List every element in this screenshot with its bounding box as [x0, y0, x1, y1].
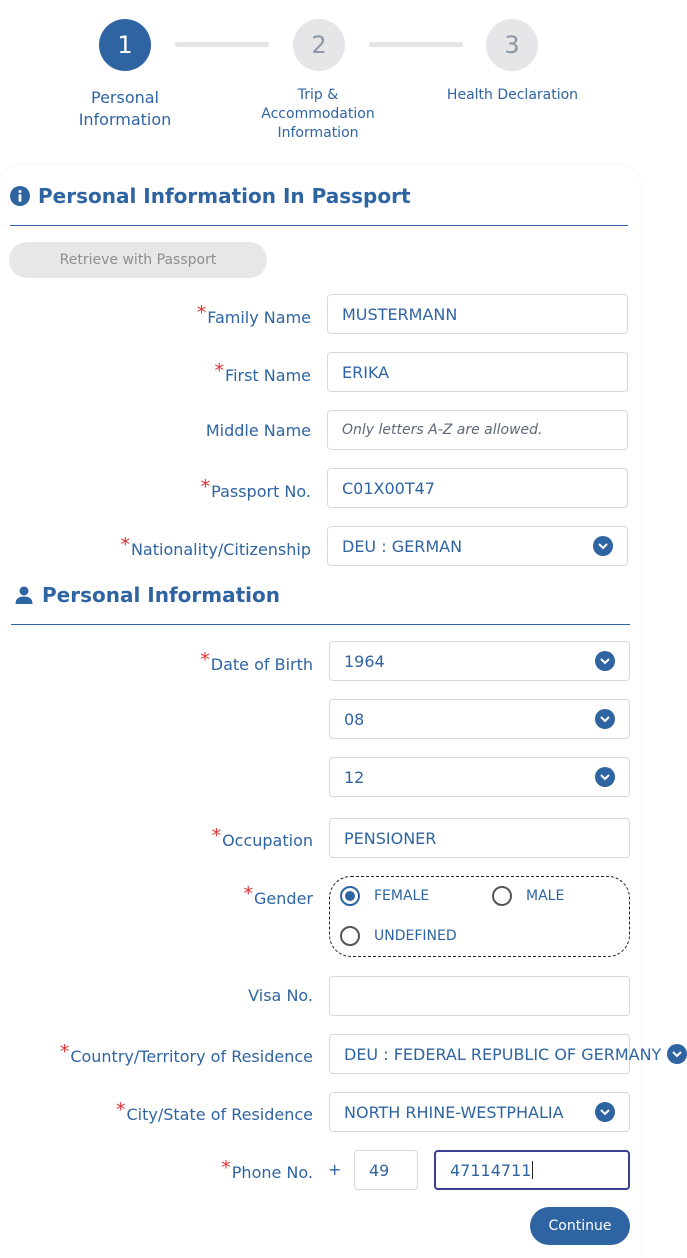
personal-section-divider — [11, 624, 630, 625]
chevron-down-icon — [595, 709, 615, 729]
passport-no-value: C01X00T47 — [342, 478, 435, 498]
middle-name-field[interactable] — [327, 410, 628, 450]
nationality-label — [120, 534, 311, 559]
step-3-label: Health Declaration — [446, 87, 579, 103]
passport-no-label-text: Passport No. — [211, 482, 311, 501]
dob-label — [200, 649, 313, 674]
required-marker: * — [200, 476, 211, 498]
gender-radio-male[interactable] — [492, 886, 564, 906]
step-2-circle — [293, 19, 345, 71]
step-2-label: Trip & Accommodation Information — [261, 87, 375, 141]
dob-day-select[interactable] — [329, 757, 630, 797]
family-name-label — [197, 302, 311, 327]
gender-label-text: Gender — [254, 889, 313, 908]
info-icon — [10, 186, 30, 206]
occupation-label-box — [0, 825, 313, 850]
step-connector-1 — [175, 42, 269, 47]
gender-radio-undefined[interactable] — [340, 926, 457, 946]
dob-label-box — [0, 649, 313, 674]
chevron-down-icon — [595, 1102, 615, 1122]
middle-name-label-box — [0, 421, 311, 440]
first-name-label — [215, 360, 311, 385]
family-name-label-text: Family Name — [207, 308, 311, 327]
passport-section-title-text: Personal Information In Passport — [38, 184, 411, 208]
phone-number-value — [450, 1161, 614, 1180]
step-1-circle — [99, 19, 151, 71]
required-marker: * — [214, 360, 225, 382]
phone-label-text: Phone No. — [231, 1163, 313, 1182]
phone-number-field[interactable] — [434, 1150, 630, 1190]
first-name-field[interactable] — [327, 352, 628, 392]
family-name-value: MUSTERMANN — [342, 304, 458, 324]
dob-label-text: Date of Birth — [210, 655, 313, 674]
occupation-field[interactable] — [329, 818, 630, 858]
phone-number-text: 47114711 — [450, 1160, 532, 1180]
occupation-label — [212, 825, 313, 850]
gender-label-box — [0, 883, 313, 908]
phone-label — [221, 1157, 313, 1182]
country-residence-label-box — [0, 1041, 313, 1066]
chevron-down-icon — [667, 1044, 687, 1064]
radio-selected-icon — [340, 886, 360, 906]
occupation-label-text: Occupation — [222, 831, 313, 850]
first-name-value: ERIKA — [342, 362, 390, 382]
nationality-select[interactable] — [327, 526, 628, 566]
passport-section-divider — [10, 225, 628, 226]
phone-plus-sign: + — [328, 1160, 342, 1179]
gender-option-male-label: MALE — [526, 888, 565, 904]
required-marker: * — [59, 1041, 70, 1063]
text-cursor — [532, 1161, 533, 1179]
nationality-value: DEU : GERMAN — [342, 536, 463, 556]
step-1-number: 1 — [117, 31, 133, 59]
dob-day-value: 12 — [344, 767, 365, 787]
country-residence-label-text: Country/Territory of Residence — [70, 1047, 313, 1066]
phone-country-code-field[interactable] — [354, 1150, 418, 1190]
visa-no-label-box — [0, 986, 313, 1005]
middle-name-placeholder: Only letters A-Z are allowed. — [342, 422, 543, 438]
radio-unselected-icon — [492, 886, 512, 906]
city-residence-label-box — [0, 1099, 313, 1124]
passport-section-title — [10, 184, 411, 208]
dob-month-select[interactable] — [329, 699, 630, 739]
radio-unselected-icon — [340, 926, 360, 946]
required-marker: * — [221, 1157, 231, 1179]
city-residence-label-text: City/State of Residence — [126, 1105, 313, 1124]
occupation-value: PENSIONER — [344, 828, 437, 848]
gender-option-female-label: FEMALE — [374, 888, 430, 904]
passport-no-label-box — [0, 476, 311, 501]
visa-no-label: Visa No. — [248, 986, 313, 1005]
passport-no-field[interactable] — [327, 468, 628, 508]
city-residence-label — [116, 1099, 313, 1124]
family-name-label-box — [0, 302, 311, 327]
gender-label — [244, 883, 313, 908]
retrieve-with-passport-button[interactable]: Retrieve with Passport — [9, 242, 267, 278]
step-connector-2 — [369, 42, 463, 47]
personal-section-title — [10, 583, 280, 607]
dob-year-select[interactable] — [329, 641, 630, 681]
required-marker: * — [243, 883, 254, 905]
chevron-down-icon — [595, 651, 615, 671]
personal-section-title-text: Personal Information — [42, 583, 280, 607]
first-name-label-text: First Name — [225, 366, 311, 385]
phone-country-code-value: 49 — [369, 1160, 390, 1180]
chevron-down-icon — [593, 536, 613, 556]
step-3-circle — [486, 19, 538, 71]
gender-option-undefined-label: UNDEFINED — [374, 928, 457, 944]
country-residence-select[interactable] — [329, 1034, 662, 1074]
country-residence-label — [60, 1041, 313, 1066]
dob-year-value: 1964 — [344, 651, 385, 671]
city-residence-select[interactable] — [329, 1092, 630, 1132]
nationality-label-text: Nationality/Citizenship — [130, 540, 311, 559]
visa-no-field[interactable] — [329, 976, 630, 1016]
phone-label-box — [0, 1157, 313, 1182]
person-icon — [14, 585, 34, 605]
city-residence-value: NORTH RHINE-WESTPHALIA — [344, 1102, 564, 1122]
required-marker: * — [116, 1099, 126, 1121]
step-3-number: 3 — [504, 31, 520, 59]
step-1-label: Personal Information — [78, 88, 172, 129]
country-residence-value: DEU : FEDERAL REPUBLIC OF GERMANY — [344, 1044, 662, 1064]
nationality-label-box — [0, 534, 311, 559]
first-name-label-box — [0, 360, 311, 385]
gender-radio-female[interactable] — [340, 886, 429, 906]
step-2-number: 2 — [311, 31, 327, 59]
continue-button[interactable]: Continue — [530, 1207, 630, 1245]
middle-name-label: Middle Name — [205, 421, 311, 440]
family-name-field[interactable] — [327, 294, 628, 334]
required-marker: * — [120, 534, 130, 556]
passport-no-label — [201, 476, 311, 501]
required-marker: * — [211, 825, 222, 847]
required-marker: * — [196, 302, 207, 324]
dob-month-value: 08 — [344, 709, 365, 729]
required-marker: * — [200, 649, 210, 671]
chevron-down-icon — [595, 767, 615, 787]
